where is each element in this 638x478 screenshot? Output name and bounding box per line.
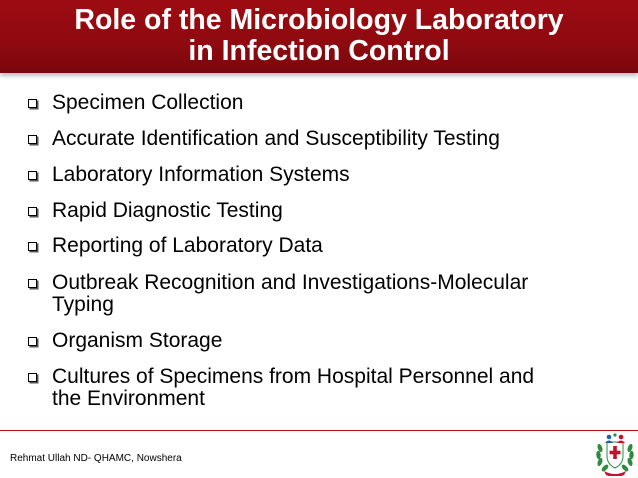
footer-divider <box>0 430 638 431</box>
bullet-text-continuation: Typing <box>52 293 114 316</box>
square-bullet-icon <box>28 373 37 382</box>
bullet-text: Accurate Identification and Susceptibility Testing <box>52 127 500 150</box>
slide-title-line-1: Role of the Microbiology Laboratory <box>74 4 564 36</box>
square-bullet-icon <box>28 135 37 144</box>
square-bullet-icon <box>28 279 37 288</box>
bullet-text: Organism Storage <box>52 329 223 352</box>
bullet-text: Rapid Diagnostic Testing <box>52 199 283 222</box>
bullet-text: Specimen Collection <box>52 91 244 114</box>
institution-emblem-icon <box>594 432 636 476</box>
bullet-text: Laboratory Information Systems <box>52 163 350 186</box>
footer-author: Rehmat Ullah ND- QHAMC, Nowshera <box>10 453 182 464</box>
square-bullet-icon <box>28 171 37 180</box>
title-bar <box>0 0 638 73</box>
bullet-text: Cultures of Specimens from Hospital Personnel and <box>52 365 535 388</box>
bullet-text-continuation: the Environment <box>52 387 205 410</box>
slide-title-line-2: in Infection Control <box>188 35 450 67</box>
bullet-text: Reporting of Laboratory Data <box>52 234 323 257</box>
bullet-text: Outbreak Recognition and Investigations-Molecular <box>52 271 529 294</box>
square-bullet-icon <box>28 99 37 108</box>
square-bullet-icon <box>28 242 37 251</box>
square-bullet-icon <box>28 337 37 346</box>
square-bullet-icon <box>28 207 37 216</box>
